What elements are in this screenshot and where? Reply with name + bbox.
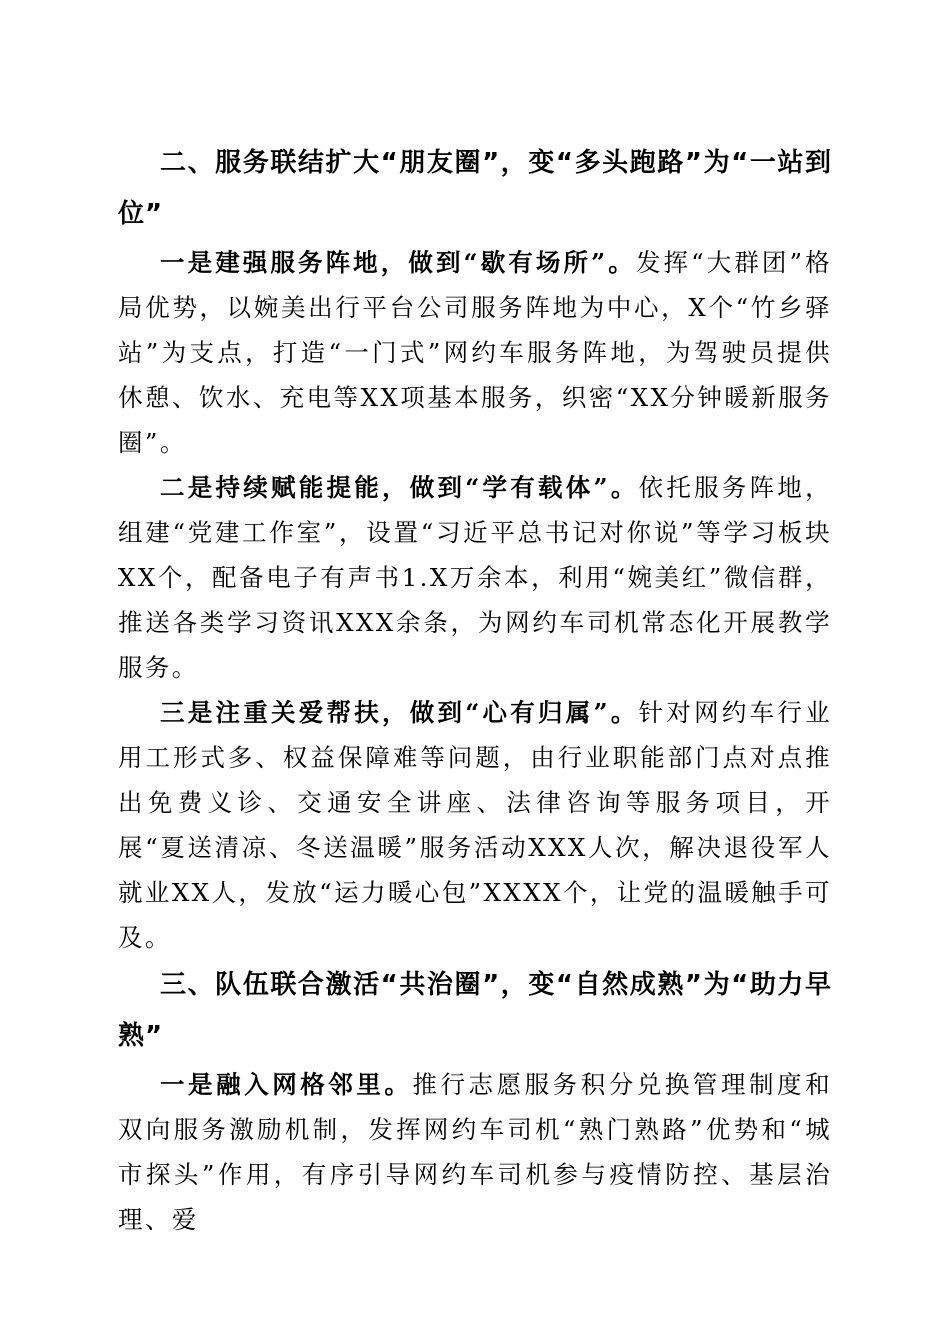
paragraph-service-base xyxy=(118,240,832,465)
paragraph-text: 推行志愿服务积分兑换管理制度和双向服务激励机制，发挥网约车司机“熟门熟路”优势和“城市探头”作用，有序引导网约车司机参与疫情防控、基层治理、爱 xyxy=(118,1070,832,1234)
paragraph-text: 依托服务阵地，组建“党建工作室”，设置“习近平总书记对你说”等学习板块XX个，配备电子有声书1.X万余本，利用“婉美红”微信群，推送各类学习资讯XXX余条，为网约车司机常态化开展教学服务。 xyxy=(118,473,832,682)
paragraph-empowerment xyxy=(118,465,832,690)
paragraph-care-support xyxy=(118,690,832,960)
paragraph-lead: 二是持续赋能提能，做到“学有载体”。 xyxy=(160,473,639,502)
paragraph-grid-neighborhood xyxy=(118,1062,832,1242)
document-body xyxy=(118,138,832,1242)
paragraph-text: 针对网约车行业用工形式多、权益保障难等问题，由行业职能部门点对点推出免费义诊、交通安全讲座、法律咨询等服务项目，开展“夏送清凉、冬送温暖”服务活动XXX人次，解决退役军人就业XX人，发放“运力暖心包”XXXX个，让党的温暖触手可及。 xyxy=(118,698,832,952)
section-heading-3: 三、队伍联合激活“共治圈”，变“自然成熟”为“助力早熟” xyxy=(118,970,832,1051)
paragraph-lead: 一是建强服务阵地，做到“歇有场所”。 xyxy=(160,248,636,277)
paragraph-lead: 一是融入网格邻里。 xyxy=(160,1070,413,1099)
paragraph-text: 发挥“大群团”格局优势，以婉美出行平台公司服务阵地为中心，X个“竹乡驿站”为支点，打造“一门式”网约车服务阵地，为驾驶员提供休憩、饮水、充电等XX项基本服务，织密“XX分钟暖新服务圈”。 xyxy=(118,248,833,457)
section-heading-2: 二、服务联结扩大“朋友圈”，变“多头跑路”为“一站到位” xyxy=(118,148,832,229)
paragraph-lead: 三是注重关爱帮扶，做到“心有归属”。 xyxy=(160,698,639,727)
